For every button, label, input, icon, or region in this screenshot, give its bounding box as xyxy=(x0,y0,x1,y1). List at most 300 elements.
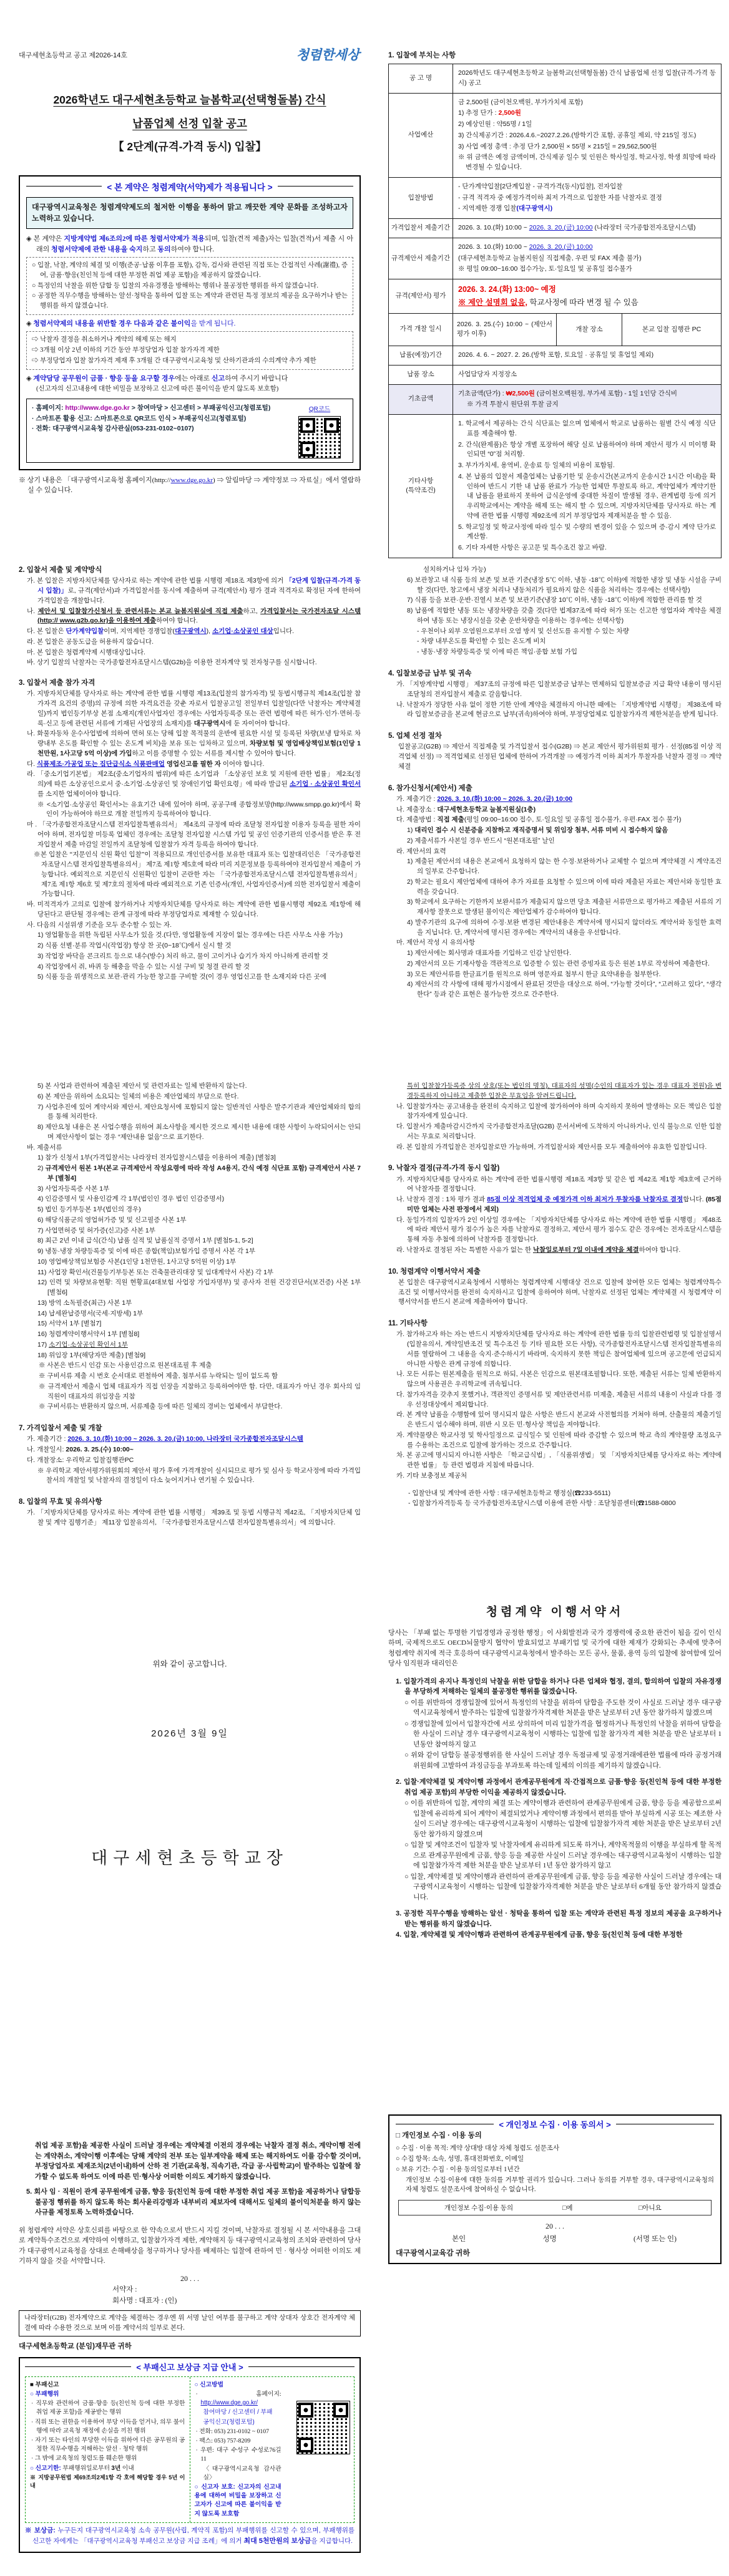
text-line xyxy=(19,637,361,647)
cheongryeom-logo xyxy=(253,45,361,64)
text-run: ○ 수집 항목: 소속, 성명, 휴대전화번호, 이메일 xyxy=(396,2156,524,2162)
text-run: 을 받게 됩니다. xyxy=(190,319,236,327)
text-line xyxy=(195,2437,281,2446)
text-line xyxy=(19,648,361,658)
text-run: 대구세현초등학교 늘봄지원실(1층) xyxy=(437,805,536,813)
text-run: 하고, xyxy=(243,607,261,615)
text-run: 6. 참가신청서(제안서) 제출 xyxy=(388,784,472,792)
report-contact-lines xyxy=(32,403,288,458)
text-line xyxy=(388,606,722,626)
text-line xyxy=(19,1184,361,1194)
text-run: 라. 본 계약 납품을 수행함에 있어 명시되지 않은 사항은 반드시 본교와 사전협의를 거쳐야 하며, 산출물의 제출기일은 반드시 엄수해야 하며, 위반 시 모든 민·형사상 책임을 져야합니다. xyxy=(396,1411,722,1428)
text-line xyxy=(19,1226,361,1236)
document-header xyxy=(19,45,361,64)
text-line xyxy=(19,1372,361,1382)
text-run: ○ 입찰 및 계약조건이 입찰자 및 낙찰자에게 유리하게 되도록 하거나, 계약목적물의 이행을 부실하게 할 목적으로 관계공무원에게 금품, 향응 등을 제공한 사실이 드러날 경우에는 대구광역시교육청이 시행하는 입찰에 입찰참가자격 제한 처분을 받은 날로부터 1년 동안 참가하지 않고 xyxy=(404,1841,722,1869)
text-run: · 우편: 대구 수성구 수성로76길 11 xyxy=(195,2447,281,2463)
text-run: ※ 보상금: xyxy=(25,2526,56,2534)
opening-place-value: 본교 입찰 집행관 PC xyxy=(642,325,702,333)
text-line xyxy=(388,1175,722,1195)
text-run: 로, 규격(제안서)과 가격입찰서를 동시에 제출하며 규격(제안서) 평가 결과 적격자로 확정된 자에 한하여 가격입찰을 개찰합니다. xyxy=(37,587,361,604)
text-run: 바. 상기 입찰의 낙찰자는 국가종합전자조달시스템(G2b)을 이용한 전자계약 및 전자청구를 실시합니다. xyxy=(27,659,317,667)
text-line xyxy=(19,1508,361,1528)
text-run: · 자기 또는 타인의 부당한 이득을 위하여 다른 공무원의 공정한 직무수행을 저해하는 알선 · 청탁 행위 xyxy=(31,2436,185,2453)
text-run: 2026. 3. 20.(금) 10:00 xyxy=(529,224,593,231)
text-line xyxy=(195,2418,281,2427)
text-run: ※본 입찰은 “지문인식 신원 확인 입찰”이 적용되므로 개인인증서를 보유한 대표자 또는 입찰대리인은 「국가종합전자조달시스템 전자입찰특별유의서」 제7조 제1항 제5호에 따라 미리 지문정보를 등록하여야 전자입찰서 제출이 가능합니다. 예외적으로 지문인식 신원확인 입찰이 곤란한 자는 「국가종합전자조달시스템 전자입찰특별유의서」 제7조 제1항 제6호 및 제7호의 절차에 따라 예외적으로 기존 인증서(개인, 사업자인증서)에 의한 전자입찰서 제출이 가능합니다. xyxy=(34,851,361,898)
text-run: ※ 가격 투찰시 원단위 투찰 금지 xyxy=(467,400,559,409)
text-run: 낙찰일로부터 7일 이내에 계약을 체결 xyxy=(532,1246,639,1254)
report-box-title: < 부패신고 보상금 지급 안내 > xyxy=(25,2361,355,2373)
text-run: ○ 신고기한: xyxy=(30,2464,61,2472)
text-line xyxy=(458,254,716,264)
text-line xyxy=(458,223,716,233)
text-run: 하여야 합니다. xyxy=(170,245,214,253)
text-run: 개인정보 수집·이용에 대한 동의를 거부할 권리가 있습니다. 그러나 동의를 거부할 경우, 대구광역시교육청의 자체 청렴도 설문조사에 참여하실 수 없습니다. xyxy=(406,2176,714,2194)
row-label: 규격(제안서) 평가 xyxy=(389,279,453,314)
text-run: 특히 입찰참가등록증 상의 상호(또는 법인의 명칭), 대표자의 성명(수인의 대표자가 있는 경우 대표자 전원)을 변경등록하지 아니하고 제출한 입찰은 무효임을 알려드립니다. xyxy=(407,1082,722,1100)
text-run: 7) 식품 등을 보관·운반·진열시 보존 및 보관기준(냉장 10℃ 이하, 냉동 -18℃ 이하)에 적합한 관리를 할 것 xyxy=(407,596,702,604)
text-run: ※ 우리학교 제안서평가위원회의 제안서 평가 후에 가격개찰이 실시되므로 평가 및 심사 등 학교사정에 따라 가격입찰서의 개찰일 및 낙찰자의 결정일이 다소 늦어지거나 연기될 수 있습니다. xyxy=(37,1466,361,1484)
table-row xyxy=(389,64,722,94)
text-line xyxy=(19,1466,361,1486)
text-run: ○ 위와 같이 담합등 불공정행위를 한 사실이 드러날 경우 독점규제 및 공정거래에관한 법률에 따라 공정거래위원회에 고발하여 과징금등을 부과토록 하는데 일체의 이의를 제기하지 않겠습니다. xyxy=(404,1751,722,1770)
text-run: 4. 입찰보증금 납부 및 귀속 xyxy=(388,669,472,677)
text-run: - 규격 적격자 중 예정가격이하 최저 가격으로 입찰한 자를 낙찰자로 결정 xyxy=(458,193,662,201)
text-run: 5) 법인 등기부등본 1부(법인의 경우) xyxy=(37,1206,141,1213)
text-run: 하여 주시기 바랍니다 xyxy=(225,374,288,382)
text-run: ○ 부패행위 xyxy=(30,2390,59,2398)
announcement-number: 대구세현초등학교 공고 제2026-14호 xyxy=(19,52,127,59)
text-run: 1) 참가 신청서 1부(가격입찰서는 나라장터 전자입찰시스템을 이용하여 제출) [별첨3] xyxy=(37,1154,276,1162)
text-run: 나. 화물자동차 운수사업법에 의하여 면허 또는 당해 입찰 목적물의 운반에 필요한 시설 및 등록된 차량(보냉 탑차로 차량내부 온도를 확인할 수 있는 온도계 비치)을 보유 또는 임차하고 있으며, xyxy=(27,730,361,747)
text-run: 가. 「지방계약법 시행령」 제37조의 규정에 따른 입찰보증금 납부는 면제하되 입찰보증금 지급 확약 내용이 명시된 조달청의 전자입찰서 제출로 갈음합니다. xyxy=(396,680,722,698)
text-run: ) ⇒ 알림마당 ⇒ 계약정보 ⇒ 자료실」에서 열람하실 수 있습니다. xyxy=(27,476,361,495)
text-run: - 우천이나 외부 오염원으로부터 오염 방지 및 신선도를 유지할 수 있는 차량 xyxy=(417,627,629,635)
page-band-2 xyxy=(0,564,729,1081)
text-line xyxy=(388,938,722,948)
integrity-para-1 xyxy=(26,234,353,254)
report-contact-box xyxy=(26,399,353,463)
text-line xyxy=(396,2165,714,2175)
text-line xyxy=(19,850,361,899)
sig-seal: (서명 또는 인) xyxy=(634,2235,677,2243)
text-run: ⇨ 낙찰자 결정을 취소하거나 계약의 해제 또는 해지 xyxy=(32,336,177,344)
text-line xyxy=(458,243,716,253)
text-line xyxy=(388,918,722,938)
link[interactable]: http://www.dge.go.kr xyxy=(65,404,130,412)
text-line xyxy=(388,783,722,794)
text-line xyxy=(19,627,361,637)
text-run: 을 지급합니다. xyxy=(311,2537,353,2545)
text-run: 바. 미적격자가 고의로 입찰에 참가하거나 지방자치단체를 당사자로 하는 계약에 관한 법률시행령 제92조 제1항에 해당된다고 판단될 경우에는 관계 규정에 따라 부정당업자로 제재할 수 있습니다. xyxy=(27,901,361,918)
text-line xyxy=(458,98,716,108)
text-line xyxy=(30,2454,185,2463)
text-run: 3. 입찰서 제출 참가 자격 xyxy=(19,679,95,687)
text-line xyxy=(25,2526,355,2547)
text-line xyxy=(32,346,348,356)
text-line xyxy=(388,596,722,606)
row-label: 입찰방법 xyxy=(389,177,453,218)
text-run: · 직무와 관련하여 금품·향응 등(친인척 등에 대한 부정한 취업 제공 포함)을 제공받는 행위 xyxy=(31,2400,185,2416)
text-line xyxy=(19,921,361,931)
text-line xyxy=(458,264,716,274)
text-line xyxy=(396,2144,714,2154)
pledge-continuation xyxy=(19,2141,361,2307)
text-run: 8) 최근 2년 이내 급식(간식) 납품 실적 및 납품실적 증명서 1부 [별첨5-1, 5-2] xyxy=(37,1237,253,1245)
row-label: 사업예산 xyxy=(389,93,453,177)
page-4 xyxy=(388,564,722,1000)
text-line xyxy=(396,2131,714,2141)
text-run: 3. 부가가치세, 용역비, 운송료 등 일체의 비용이 포함됨. xyxy=(458,462,615,469)
text-line xyxy=(19,576,361,606)
text-line xyxy=(32,261,348,281)
text-line xyxy=(19,1309,361,1319)
text-line xyxy=(388,1930,722,1940)
text-run: ◈ xyxy=(26,319,34,327)
text-line xyxy=(458,389,716,399)
text-run: 13) 방역 소독필증(최근) 사본 1부 xyxy=(37,1299,132,1307)
text-line xyxy=(388,1143,722,1153)
section-1-heading: 1. 입찰에 부치는 사항 xyxy=(388,52,456,59)
row-content xyxy=(453,64,722,94)
text-line xyxy=(19,972,361,982)
row-content xyxy=(453,93,722,177)
text-line xyxy=(388,1267,722,1277)
text-line xyxy=(458,523,716,543)
text-line xyxy=(388,637,722,647)
text-run: 6) 보관창고 내 식품 등의 보존 및 보관 기준(냉장 5℃ 이하, 냉동 -18℃ 이하)에 적합한 냉장 및 냉동 시설을 구비할 것(다만, 창고에서 냉장 처리나 냉동처리가 필요하지 않은 식품을 처리하는 경우에는 선택사항) xyxy=(407,576,722,594)
text-run: 3) 학교에서 요구하는 기한까지 보완서류가 제출되지 않으면 당초 제출된 서류만으로 평가하고 제출된 서류의 기재사항 잘못으로 발생된 불이익은 제안업체가 감수하여야 합니다. xyxy=(407,898,722,916)
text-run: 다. 개찰장소: 우리학교 입찰집행관PC xyxy=(27,1456,134,1464)
text-run: 1) 제출된 제안서의 내용은 본교에서 요청하지 않는 한 수정·보완하거나 교체할 수 없으며 계약체결 시 계약조건의 일부로 간주합니다. xyxy=(407,858,722,875)
text-run: ), xyxy=(206,627,212,635)
text-run: 2. 입찰서 제출 및 계약방식 xyxy=(19,566,102,574)
text-line xyxy=(19,1153,361,1163)
text-run: (나라장터 국가종합전자조달시스템) xyxy=(592,224,696,231)
qr-label: QR코드 xyxy=(308,405,331,413)
text-line xyxy=(388,1102,722,1122)
text-run: ○ 경쟁입찰에 있어서 입찰자간에 서로 상의하여 미리 입찰가격을 협정하거나 특정인의 낙찰을 위하여 담합을 한 사실이 드러날 경우 대구광역시교육청이 시행하는 입찰에 입찰 참가자격 제한 처분을 받은 날로부터 1년동안 참여하지 않고 xyxy=(404,1720,722,1748)
text-run: 2026. 3. 10.(화) 10:00 ~ 2026. 3. 20.(금) 10:00, 나라장터 국가종합전자조달시스템 xyxy=(67,1435,303,1443)
row-label: 규격제안서 제출기간 xyxy=(389,238,453,279)
text-run: 금 2,500원 (금이천오백원, 부가가치세 포함) xyxy=(458,98,583,106)
text-line xyxy=(388,627,722,637)
text-line xyxy=(19,931,361,941)
row-label: 공 고 명 xyxy=(389,64,453,94)
row-label: 가격 개찰 일시 xyxy=(389,313,453,346)
text-run: - 입찰안내 및 계약에 관한 사항 : 대구세현초등학교 행정실(☎233-5511) xyxy=(408,1489,611,1497)
bounty-note xyxy=(25,2526,355,2547)
text-run: 를 소지한 업체이어야 합니다. xyxy=(37,790,121,798)
text-line xyxy=(19,1456,361,1466)
row-label: 납품(예정)기간 xyxy=(389,346,453,366)
text-run: 5) 식품 등을 위생적으로 보관·관리 가능한 창고를 구비할 것(이 경우 영업신고를 한 소재지와 다른 곳에 xyxy=(37,973,326,981)
text-run: 하여야 합니다. xyxy=(156,617,198,625)
text-run: 라. 본 입찰은 공동도급을 허용하지 않습니다. xyxy=(27,637,154,646)
text-run: ※ 지방공무원법 제69조의2제1항 각 호에 해당할 경우 5년 이내 xyxy=(30,2474,185,2489)
text-run: 15) 서약서 1부 [별첨7] xyxy=(37,1320,102,1328)
text-run: 2026. 3. 20.(금) 10:00 xyxy=(529,243,593,251)
text-run: 입찰공고(G2B) ⇒ 제안서 직접제출 및 가격입찰서 접수(G2B) ⇒ 본교 제안서 평가위원회 평가 · 선정(85점 이상 적격업체 선정) ⇒ 적격업체로 선정된 업체에 한하여 가격개찰 ⇒ 예정가격 이하 최저가 투찰자를 낙찰자 결정 ⇒ 계약체결 xyxy=(398,743,722,770)
text-line xyxy=(458,461,716,471)
text-line xyxy=(19,941,361,951)
page-7 xyxy=(19,1603,361,1869)
text-run: 7. 가격입찰서 제출 및 개찰 xyxy=(19,1425,102,1432)
page-8 xyxy=(388,1603,722,1941)
row-label: 기타사항 (특약조건) xyxy=(389,415,453,558)
text-run: 대구광역시교육청은 청렴계약제도의 철저한 이행을 통하여 맑고 깨끗한 계약 문화를 조성하고자 노력하고 있습니다. xyxy=(32,202,348,223)
text-line xyxy=(32,291,348,311)
sig-name: 성명 xyxy=(542,2235,557,2243)
row-content xyxy=(453,415,722,558)
text-line xyxy=(388,731,722,742)
text-line xyxy=(388,1471,722,1481)
sig-self: 본인 xyxy=(452,2235,466,2243)
text-run: ○ 입찰, 낙찰, 계약의 체결 및 이행(준공·납품 이후를 포함), 감독, 검사와 관련된 직접 또는 간접적인 사례(謝禮), 증여, 금품·향응(친인척 등에 대한 부정한 취업 제공 포함)을 제공하지 않겠습니다. xyxy=(32,262,348,279)
text-run: - 차량 내부온도를 확인할 수 있는 온도계 비치 xyxy=(417,637,546,646)
text-line xyxy=(26,374,353,384)
text-run: ○ 신고자 보호: xyxy=(194,2483,235,2491)
text-line xyxy=(388,1677,722,1697)
text-run: 나라장터(G2B) 전자계약으로 계약을 체결하는 경우엔 위 서명 날인 여부를 불구하고 계약 상대자 상호간 전자계약 체결에 따라 수용한 것으로 보며 이를 계약서의 일부로 본다. xyxy=(24,2315,355,2331)
text-line xyxy=(30,2390,185,2399)
text-run: ※ 상기 내용은 「대구광역시교육청 홈페이지(http:// xyxy=(19,476,171,484)
row-content xyxy=(453,365,722,384)
text-run: 2) 식품 선별·분류 작업시(작업장) 항상 찬 곳(0~18℃)에서 실시 할 것 xyxy=(37,942,232,949)
text-run: ⇨ 3개월 이상 2년 이하의 기간 동안 부정당업자 입찰 참가자격 제한 xyxy=(32,347,220,354)
text-run: 하고 이를 증명할 수 있는 서류를 제시할 수 있어야 합니다. xyxy=(132,749,296,757)
checkbox-no[interactable]: □아니요 xyxy=(638,2205,662,2212)
text-line xyxy=(388,647,722,657)
checkbox-yes[interactable]: □예 xyxy=(562,2205,573,2212)
report-green-box xyxy=(25,2376,355,2523)
text-line xyxy=(388,1777,722,1798)
text-run: ■ 부패신고 xyxy=(30,2381,59,2388)
text-line xyxy=(388,1370,722,1390)
text-line xyxy=(19,2141,361,2182)
text-run: ○ 신고방법 xyxy=(194,2381,223,2388)
text-run: (85점 미만 업체는 사전 판정에서 제외) xyxy=(407,1196,722,1213)
text-run: 청렴서약제의 내용을 위반할 경우 다음과 같은 불이익 xyxy=(33,319,191,327)
text-run: 2) 제출서류가 사본일 경우 반드시 “원본대조필” 날인 xyxy=(407,836,555,845)
text-run: 2026. 3. 10.(화) 10:00 ~ xyxy=(458,243,529,251)
text-line xyxy=(19,1497,361,1508)
bid-conditions-table xyxy=(388,64,722,558)
integrity-para-2 xyxy=(26,319,353,329)
text-line xyxy=(388,959,722,969)
text-run: ※ 평일 09:00~16:00 접수가능, 토·일요일 및 공휴일 접수불가 xyxy=(458,265,632,273)
text-line xyxy=(195,2390,281,2408)
table-row xyxy=(389,313,722,346)
text-run: 마. 본 입찰은 청렴계약제 시행대상입니다. xyxy=(27,648,145,656)
text-run: 20 . . . xyxy=(180,2273,199,2283)
text-line xyxy=(19,607,361,627)
text-line xyxy=(388,1330,722,1369)
text-line xyxy=(32,356,348,366)
text-run: ○ 특정인의 낙찰을 위한 담합 등 입찰의 자유경쟁을 방해하는 행위나 불공정한 행위를 하지 않겠습니다. xyxy=(32,282,318,289)
table-row xyxy=(389,415,722,558)
text-run: 가. 「지방자치단체를 당사자로 하는 계약에 관한 법률 시행령」 제39조 및 동법 시행규칙 제42조, 「지방자치단체 입찰 및 계약 집행기준」 제11장 입찰유의서, 「국가종합전자조달시스템 전자입찰특별유의서」에 의합니다. xyxy=(27,1509,361,1526)
text-run: > 참여마당 > 신고센터 > 부패공익신고(청렴포털) xyxy=(129,404,271,412)
text-run: 가. 지방자치단체를 당사자로 하는 계약에 관한 법률시행령 제18조 제3항 및 같은 법 제42조 제1항 제3호에 근거하여 낙찰자를 결정합니다. xyxy=(396,1175,722,1193)
text-run: 이내 xyxy=(120,2464,134,2472)
text-run: 6. 기타 자세한 사항은 공고문 및 특수조건 참고 바람. xyxy=(458,544,607,551)
text-line xyxy=(457,320,552,340)
text-run: 다. 동일가격의 입찰자가 2인 이상일 경우에는 「지방자치단체를 당사자로 하는 계약에 관한 법률 시행령」 제48조에 따라 제안서 평가 점수가 높은 자를 낙찰자로 결정하고, 제안서 평가 점수도 같은 경우에는 전자조달시스템을 통해 자동 추첨에 의하여 낙찰자를 결정합니다. xyxy=(396,1216,722,1243)
text-run: 누구든지 대구광역시교육청 소속 공무원(사립, 계약직 포함)의 부패행위를 신고할 수 있으며, 부패행위를 신고한 자에게는 「대구광역시교육청 부패신고 보상금 지급 조례」에 의거 xyxy=(32,2526,355,2545)
text-line xyxy=(388,1840,722,1871)
text-run: 2) 예상인원 : 약55명 / 1일 xyxy=(458,120,532,128)
text-run: 5. 업체 선정 절차 xyxy=(388,732,442,740)
text-line xyxy=(388,898,722,918)
text-line xyxy=(195,2408,281,2417)
text-run: - 냉동·냉장 차량등록증 및 이에 따른 책임·종합 보험 가입 xyxy=(417,648,577,656)
text-line xyxy=(19,1268,361,1278)
text-run: ※ 구비서류 제출 시 번호 순서대로 편철하여 제출, 첨부서류 누락되는 일이 없도록 함 xyxy=(39,1372,278,1380)
text-line xyxy=(26,319,353,329)
text-line xyxy=(19,1423,361,1434)
text-run: 취업 제공 포함)을 제공한 사실이 드러날 경우에는 계약체결 이전의 경우에는 낙찰자 결정 취소, 계약이행 전에는 계약취소, 계약이행 이후에는 당해 계약의 전부 또는 일부계약을 해제 또는 해지하여도 이를 감수할 것이며, 부정당업자로 제재조치(2년이내)하여 산하 전 기관(교육청, 직속기관, 각급 공·사립학교)이 발주하는 입찰에 참가할 수 없도록 하여도 이에 따른 민·형사상 어떠한 이의도 제기하지 않겠습니다. xyxy=(35,2142,361,2181)
text-run: 가. 지방자치단체를 당사자로 하는 계약에 관한 법률 시행령 제13조(입찰의 참가자격) 및 동법시행규칙 제14조(입찰 참가자격 요건의 증명)의 규정에 의한 자격요건을 갖춘 자로서 입찰공고일 전일부터 입찰일(다만 낙찰자는 계약체결일)까지 법인등기부상 본점 소재지(개인사업자인 경우에는 사업자등록증 또는 관련 법령에 따른 허가·인가·면허·등록·신고 등에 관련된 서류에 기재된 사업장의 소재지)를 xyxy=(27,690,361,727)
text-line xyxy=(388,1451,722,1471)
text-run: 4) 작업장에서 쥐, 바퀴 등 해충을 막을 수 있는 시설 구비 및 청결 관리 할 것 xyxy=(37,962,250,971)
text-line xyxy=(388,1122,722,1142)
text-line xyxy=(388,565,722,575)
text-run: 3) 작업장 바닥을 콘크리트 등으로 내수(방수) 처리 하고, 물이 고이거나 습기가 차지 아니하게 관리할 것 xyxy=(37,952,328,960)
text-line xyxy=(19,1247,361,1257)
text-line xyxy=(19,1319,361,1329)
text-run: · 전화: 대구광역시교육청 감사관실(053-231-0102~0107) xyxy=(32,425,194,433)
text-run: 차량보험 및 영업배상책임보험(1인당 1천만원, 1사고당 5억 이상)에 가입 xyxy=(37,740,361,757)
text-line xyxy=(19,952,361,962)
text-run: · 스마트폰 활용 신고: 스마트폰으로 QR코드 인식 > 부패공익신고(청렴포털) xyxy=(32,414,247,422)
text-line xyxy=(458,204,716,214)
text-run: 차. 본 공고에 명시되지 아니한 사항은 「학교급식법」, 「식품위생법」 및 「지방자치단체를 당사자로 하는 계약에 관한 법률」 등 관련 법령과 지침에 따릅니다. xyxy=(396,1451,722,1469)
text-run: 학교사정에 따라 변경 될 수 있음 xyxy=(527,298,638,307)
text-run: 다. 본 입찰은 xyxy=(27,627,66,635)
row-content xyxy=(453,346,722,366)
link[interactable]: http://www.dge.go.kr/ xyxy=(200,2399,258,2407)
text-run: 다. xyxy=(27,760,37,768)
text-line xyxy=(388,1628,722,1669)
text-line xyxy=(19,1382,361,1402)
text-line xyxy=(30,2436,185,2454)
text-run: 나. 개찰일시: xyxy=(27,1446,66,1453)
integrity-dashed-box-a xyxy=(26,257,353,315)
text-line xyxy=(458,69,716,89)
text-line xyxy=(30,2399,185,2417)
text-run: 5. 학교일정 및 학교사정에 따라 일수 및 수량의 변경이 있을 수 있으며 증·감시 계약 단가로 계산함. xyxy=(458,523,716,541)
text-run: 라. 낙찰자로 결정된 자는 특별한 사유가 없는 한 xyxy=(396,1246,533,1254)
text-line xyxy=(19,820,361,850)
text-run: 14) 납세완납증명서(국세·지방세) 1부 xyxy=(37,1309,144,1317)
text-line xyxy=(19,1330,361,1340)
text-run: 가격입찰서는 국가전자조달 시스템 (http:// www.g2b.go.kr)을 이용하여 제출 xyxy=(37,607,361,625)
text-run: 사업담당자 지정장소 xyxy=(458,370,517,378)
integrity-note xyxy=(19,475,361,496)
text-line xyxy=(388,576,722,596)
text-line xyxy=(388,1390,722,1410)
text-run: 소기업·소상공인 대상 xyxy=(212,627,273,635)
text-run: 5. 회사 임 · 직원이 관계 공무원에게 금품, 향응 등(친인척 등에 대한 부정한 취업 제공 포함)을 제공하거나 담합등 불공정 행위를 하지 않도록 하는 회사윤리강령과 내부비리 제보자에 대해서도 일체의 불이익처분을 하지 않는 사규를 제정토록 노력하겠습니다. xyxy=(26,2188,361,2216)
text-run: 되며, 입찰(견적 제출)자는 입찰(견적)서 제출 시 아래의 xyxy=(36,235,353,253)
page-2 xyxy=(388,45,722,558)
text-run: 2026. 4. 6. ~ 2027. 2. 26.(방학 포함, 토요일 · 공휴일 및 휴업일 제외) xyxy=(458,351,654,359)
text-run: ※ 사본은 반드시 인감 또는 사용인감으로 원본대조필 후 제출 xyxy=(39,1362,212,1370)
text-line xyxy=(19,729,361,758)
text-run: 소기업 · 소상공인 확인서 xyxy=(289,780,361,788)
text-line xyxy=(195,2428,281,2436)
row-label: 가격입찰서 제출기간 xyxy=(389,219,453,238)
text-line xyxy=(458,120,716,130)
integrity-box-title: < 본 계약은 청렴계약(서약)제가 적용됩니다 > xyxy=(26,180,353,193)
text-run: · 그 밖에 교육청의 청렴도를 훼손한 행위 xyxy=(31,2455,137,2462)
link[interactable]: www.dge.go.kr xyxy=(170,476,213,484)
text-line xyxy=(19,2285,361,2295)
text-run: - 단가계약입찰[2단계입찰 - 규격가격(동시)입찰], 전자입찰 xyxy=(458,182,623,190)
page-10 xyxy=(388,2114,722,2264)
text-run: 라. 본 입찰의 가격입찰은 전자입찰로만 가능하며, 가격입찰서와 제안서를 모두 제출하여야 유효한 입찰입니다. xyxy=(396,1143,707,1151)
text-line xyxy=(388,1278,722,1307)
text-line xyxy=(19,962,361,972)
text-line xyxy=(19,1103,361,1123)
text-run: (대구광역시) xyxy=(516,205,553,213)
text-line xyxy=(32,281,348,291)
text-line xyxy=(396,2154,714,2164)
privacy-addressee: 대구광역시교육감 귀하 xyxy=(396,2249,470,2257)
page-title: 2026학년도 대구세현초등학교 늘봄학교(선택형돌봄) 간식 납품업체 선정 입찰 공고 【 2단계(규격-가격 동시) 입찰】 xyxy=(53,94,326,153)
text-line xyxy=(19,658,361,668)
text-line xyxy=(458,142,716,152)
text-run: 6) 해당식품군의 영업허가증 및 및 신고필증 사본 1부 xyxy=(37,1216,187,1224)
text-run: 1) 영업활동을 위한 독립된 사무소가 있을 것.(다만, 영업활동에 지장이 없는 경우에는 다른 사무소 사용 가능) xyxy=(37,931,343,939)
text-line xyxy=(195,2465,281,2482)
text-line xyxy=(195,2381,281,2390)
text-run: 4) 제안서의 각 사항에 대해 평가시점에서 완료된 것만을 대상으로 하여, “가능할 것이다”, “고려하고 있다”, “생각한다” 등과 같은 표현은 불가능한 것으로 간주한다. xyxy=(407,981,722,998)
corruption-report-box xyxy=(19,2357,361,2554)
text-run: · 전화: 053) 231-0102 ~ 0107 xyxy=(195,2428,270,2435)
text-run: 2026. 3. 24.(화) 13:00~ 예정 xyxy=(458,285,556,294)
text-run: 6) 본 제안을 위하여 소요되는 일체의 비용은 제안업체의 부담으로 한다. xyxy=(37,1092,239,1100)
text-line xyxy=(19,1257,361,1267)
text-line xyxy=(458,153,716,173)
text-line xyxy=(19,760,361,770)
text-run: 1. 학교에서 제공하는 간식 식단표는 없으며 업체에서 학교로 납품하는 월별 간식 예정 식단표를 제출해야 함. xyxy=(458,420,716,437)
text-run: 3년 xyxy=(111,2464,121,2472)
text-run: 4) 인감증명서 및 사용인감계 각 1부(법인인 경우 법인 인감증명서) xyxy=(37,1195,225,1203)
text-line xyxy=(19,678,361,689)
text-line xyxy=(19,800,361,820)
text-run: 나. 모든 서류는 원본제출을 원칙으로 하되, 사본은 인감으로 원본대조필합니다. 또한, 제출된 서류는 일체 반환하지 않으며 사용권은 우리학교에 귀속됩니다. xyxy=(396,1370,722,1388)
text-line xyxy=(388,1750,722,1771)
text-run: 나. 입찰참가자는 공고내용을 완전히 숙지하고 입찰에 참가하여야 하며 숙지하지 못하여 발생하는 모든 책임은 입찰 참가자에게 있습니다. xyxy=(396,1102,722,1120)
text-run: ※ 위 금액은 예정 금액이며, 간식제공 일수 및 인원은 학사일정, 학교사정, 학생 희망에 따라 변경될 수 있습니다. xyxy=(458,153,716,171)
text-run: 3) 모든 제안서류를 한글표기를 원칙으로 하며 영문자료 첨부시 한글 요약내용을 첨부한다. xyxy=(407,970,661,978)
text-line xyxy=(388,1246,722,1256)
text-line xyxy=(388,1719,722,1750)
text-line xyxy=(19,1278,361,1298)
text-run: 1) xyxy=(407,826,415,834)
table-row xyxy=(389,238,722,279)
text-line xyxy=(19,1445,361,1455)
row-content xyxy=(453,313,722,346)
text-run: 당사는 「부패 없는 투명한 기업경영과 공정한 행정」이 사회발전과 국가 경쟁력에 중요한 관건이 됨을 깊이 인식하며, 국제적으로도 OECD뇌물방지 협약이 발효되었고 부패기업 및 국가에 대한 제재가 강화되는 추세에 맞추어 청렴계약 취지에 적극 호응하여 대구광역시교육청에서 발주하는 모든 공사, 물품, 용역 등의 입찰에 참여함에 있어 당사 임직원과 대리인은 xyxy=(388,1629,722,1667)
text-run: 1) 추정 단가 : xyxy=(458,109,499,117)
text-run: 4) 발주기관의 요구에 의하여 수정·보완 변경된 제안내용은 계약서에 명시되지 않더라도 계약서와 동일한 효력을 지닙니다. 단, 계약서에 명시된 경우에는 계약서의 내용을 우선합니다. xyxy=(407,918,722,936)
text-run: ※ 규격제안서 제출시 업체 대표자가 직접 인장을 지참하고 등록하여야만 함. 다만, 대표자가 아닌 경우 회사의 임직원이 대표자의 위임장을 지참 xyxy=(39,1382,361,1400)
text-run: 참여마당 / 신고센터 / 부패 xyxy=(203,2409,273,2416)
